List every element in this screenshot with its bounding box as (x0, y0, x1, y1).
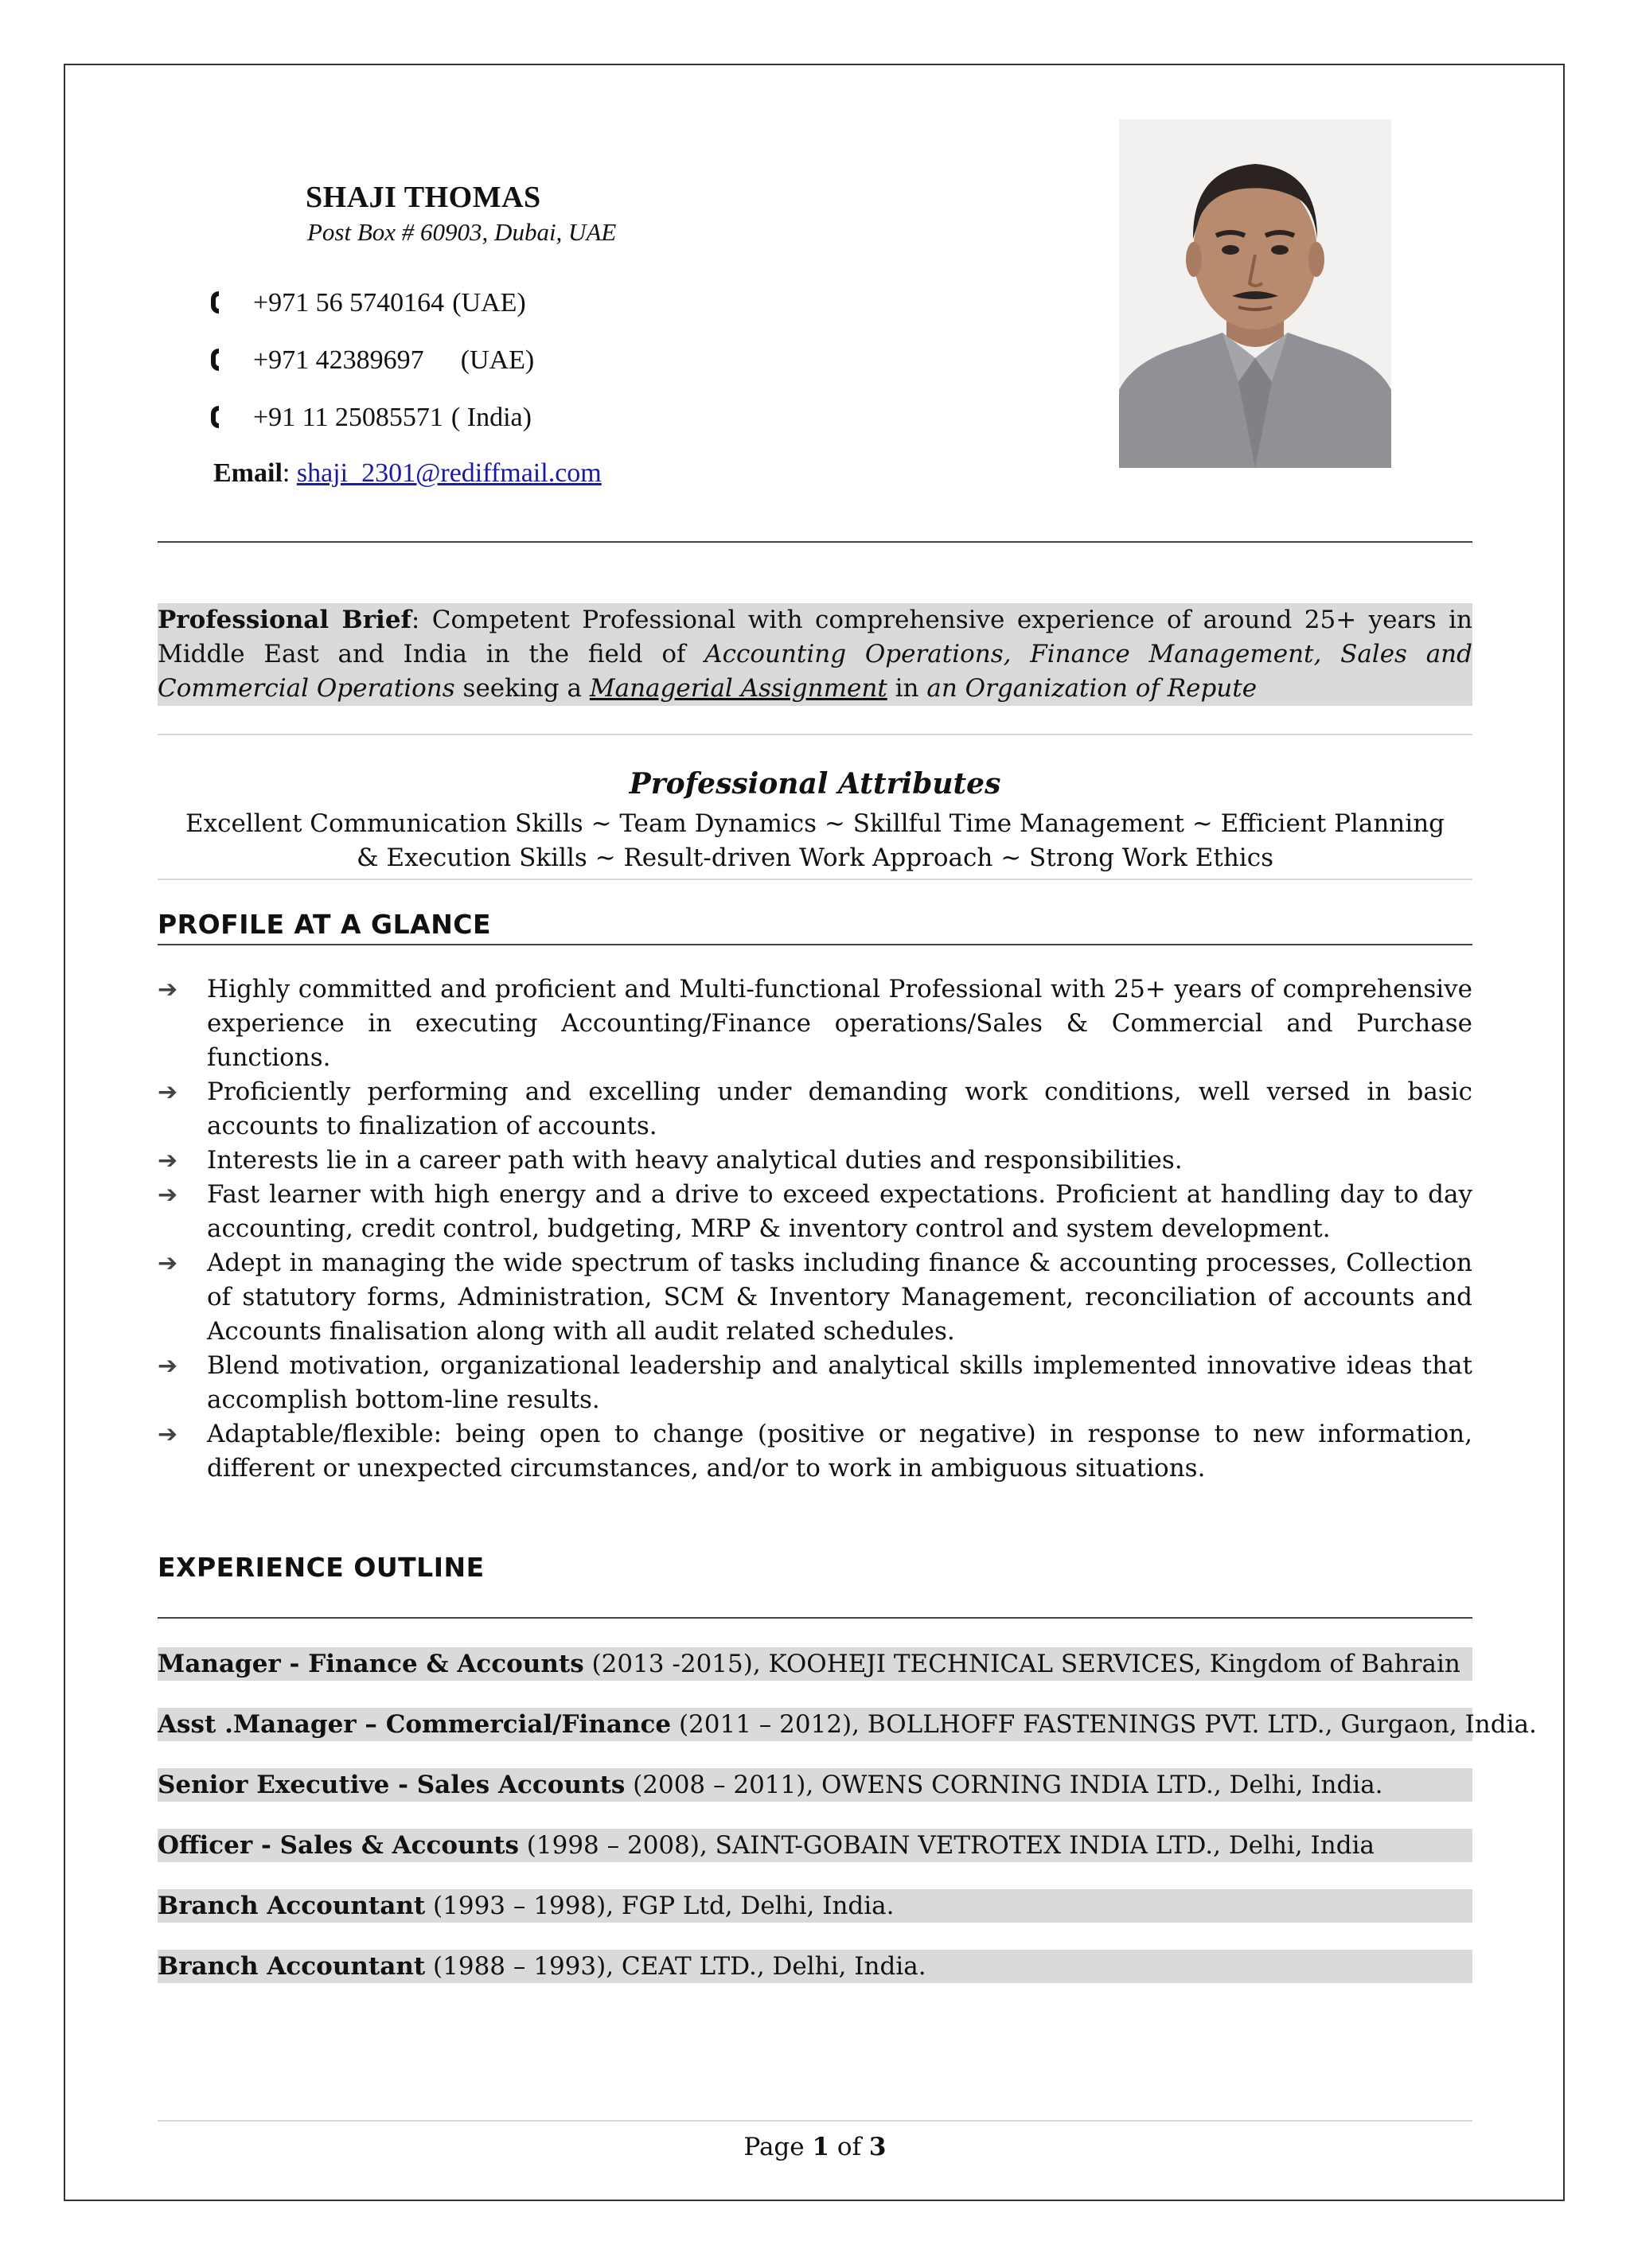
list-item-text: Fast learner with high energy and a drive to exceed expectations. Proficient at handling day to day accounting, credit control, budgeting, MRP & inventory control and system development. (207, 1180, 1472, 1243)
list-item (158, 972, 1472, 1075)
brief-text: : Competent Professional with comprehensive experience of around 25+ years in Middle East and India in the field of (158, 606, 1472, 668)
arrow-right-icon: ➔ (158, 1147, 178, 1175)
experience-entry (158, 1708, 1537, 1741)
email-link[interactable]: shaji_2301@rediffmail.com (296, 458, 602, 488)
page-word: Page (743, 2133, 805, 2161)
email-separator: : (282, 458, 291, 488)
candidate-name: SHAJI THOMAS (306, 181, 541, 214)
experience-entry (158, 1647, 1472, 1681)
phone-icon (209, 404, 224, 431)
phone-region: (UAE) (460, 345, 535, 375)
experience-detail: (2013 -2015), KOOHEJI TECHNICAL SERVICES, Kingdom of Bahrain (583, 1650, 1460, 1678)
profile-bullet-list (158, 972, 1472, 1486)
list-item (158, 1178, 1472, 1246)
profile-photo (1119, 119, 1391, 468)
experience-detail: (1998 – 2008), SAINT-GOBAIN VETROTEX INDIA LTD., Delhi, India (518, 1831, 1375, 1860)
list-item (158, 1417, 1472, 1486)
brief-text: in (887, 674, 927, 703)
page-number (158, 2133, 1472, 2161)
list-item (158, 1349, 1472, 1417)
arrow-right-icon: ➔ (158, 1352, 178, 1380)
phone-icon (209, 347, 224, 374)
email-row (213, 458, 602, 489)
divider (158, 879, 1472, 880)
phone-row (209, 403, 532, 433)
experience-detail: (2011 – 2012), BOLLHOFF FASTENINGS PVT. LTD., Gurgaon, India. (671, 1710, 1537, 1739)
list-item (158, 1144, 1472, 1178)
brief-org: an Organization of Repute (926, 674, 1258, 703)
arrow-right-icon: ➔ (158, 1078, 178, 1106)
list-item-text: Blend motivation, organizational leadership and analytical skills implemented innovative ideas that accomplish bottom-line results. (207, 1351, 1472, 1414)
experience-detail: (2008 – 2011), OWENS CORNING INDIA LTD., Delhi, India. (625, 1771, 1383, 1799)
experience-entry (158, 1889, 1472, 1923)
phone-number: +971 42389697 (253, 345, 424, 375)
experience-detail: (1988 – 1993), CEAT LTD., Delhi, India. (425, 1952, 926, 1981)
list-item-text: Highly committed and proficient and Multi-functional Professional with 25+ years of comprehensive experience in executing Accounting/Finance operations/Sales & Commercial and Purchase functions. (207, 975, 1472, 1072)
experience-entry (158, 1829, 1472, 1862)
section-heading-profile: PROFILE AT A GLANCE (158, 909, 492, 940)
brief-assignment: Managerial Assignment (589, 674, 887, 703)
experience-role: Asst .Manager – Commercial/Finance (158, 1710, 672, 1739)
current-page: 1 (812, 2133, 830, 2161)
phone-row (209, 345, 534, 376)
footer-divider (158, 2120, 1472, 2122)
experience-role: Branch Accountant (158, 1952, 426, 1981)
divider (158, 734, 1472, 735)
list-item-text: Adept in managing the wide spectrum of tasks including finance & accounting processes, Collection of statutory forms, Administration, SCM & Inventory Management, reconciliation of accounts and Accounts finalisation along with all audit related schedules. (207, 1249, 1472, 1346)
list-item-text: Proficiently performing and excelling under demanding work conditions, well versed in basic accounts to finalization of accounts. (207, 1077, 1472, 1140)
experience-role: Branch Accountant (158, 1892, 426, 1920)
attributes-text: Excellent Communication Skills ~ Team Dynamics ~ Skillful Time Management ~ Efficient Planning & Execution Skills ~ Result-driven Work Approach ~ Strong Work Ethics (185, 809, 1445, 872)
list-item (158, 1075, 1472, 1144)
experience-role: Manager - Finance & Accounts (158, 1650, 584, 1678)
experience-role: Officer - Sales & Accounts (158, 1831, 519, 1860)
list-item-text: Adaptable/flexible: being open to change (positive or negative) in response to new information, different or unexpected circumstances, and/or to work in ambiguous situations. (207, 1420, 1472, 1483)
brief-text: seeking a (454, 674, 590, 703)
experience-role: Senior Executive - Sales Accounts (158, 1771, 626, 1799)
professional-brief (158, 603, 1472, 706)
of-word: of (836, 2133, 862, 2161)
list-item-text: Interests lie in a career path with heavy analytical duties and responsibilities. (207, 1146, 1183, 1175)
experience-entry (158, 1950, 1472, 1983)
section-underline (158, 1617, 1472, 1619)
phone-region: (UAE) (452, 288, 526, 318)
section-heading-experience: EXPERIENCE OUTLINE (158, 1552, 485, 1583)
total-pages: 3 (868, 2133, 887, 2161)
phone-region: ( India) (450, 403, 532, 432)
arrow-right-icon: ➔ (158, 1249, 178, 1277)
arrow-right-icon: ➔ (158, 976, 178, 1003)
attributes-title: Professional Attributes (629, 767, 1001, 801)
brief-label: Professional Brief (158, 606, 411, 634)
email-label: Email (213, 458, 283, 488)
arrow-right-icon: ➔ (158, 1420, 178, 1448)
header-divider (158, 541, 1472, 543)
experience-detail: (1993 – 1998), FGP Ltd, Delhi, India. (425, 1892, 895, 1920)
phone-number: +971 56 5740164 (253, 288, 445, 318)
experience-entry (158, 1768, 1472, 1802)
phone-number: +91 11 25085571 (253, 403, 443, 432)
brief-fields: Accounting Operations, Finance Management, Sales and Commercial Operations (158, 640, 1472, 703)
phone-icon (209, 290, 224, 317)
phone-row (209, 288, 526, 318)
arrow-right-icon: ➔ (158, 1181, 178, 1209)
section-underline (158, 944, 1472, 945)
list-item (158, 1246, 1472, 1349)
candidate-address: Post Box # 60903, Dubai, UAE (307, 218, 617, 246)
